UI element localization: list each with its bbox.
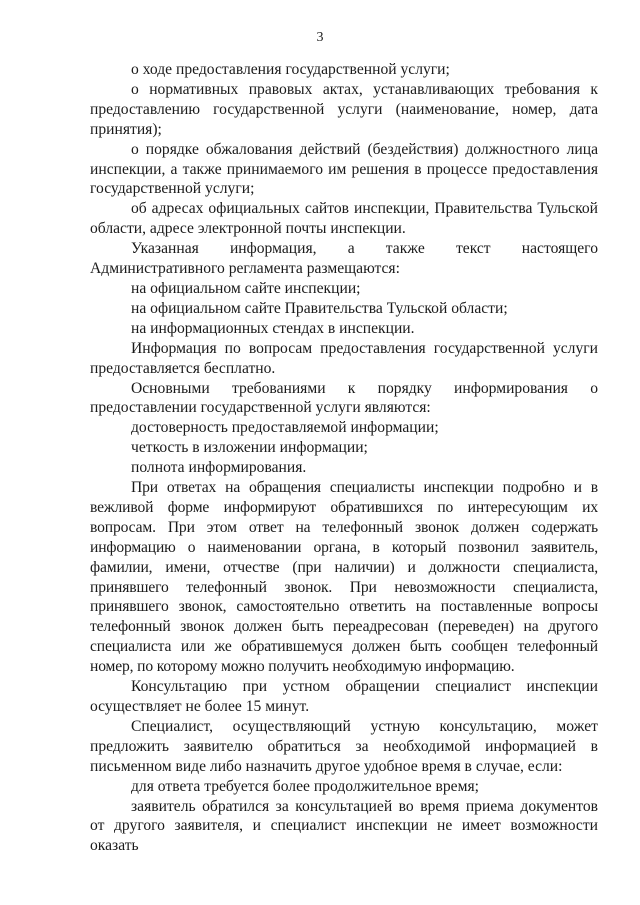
paragraph: Указанная информация, а также текст настоящего Административного регламента размещаются:	[90, 240, 598, 278]
document-body	[90, 60, 598, 856]
paragraph: Консультацию при устном обращении специалист инспекции осуществляет не более 15 минут.	[90, 678, 598, 715]
paragraph: о нормативных правовых актах, устанавливающих требования к предоставлению государственной услуги (наименование, номер, дата принятия);	[90, 80, 598, 138]
paragraph: о порядке обжалования действий (бездействия) должностного лица инспекции, а также принимаемого им решения в процессе предоставления государственной услуги;	[90, 140, 598, 198]
list-item: полнота информирования.	[131, 459, 307, 477]
paragraph: заявитель обратился за консультацией во время приема документов от другого заявителя, и специалист инспекции не имеет возможности оказать	[90, 797, 598, 855]
list-item: четкость в изложении информации;	[131, 439, 368, 457]
paragraph: При ответах на обращения специалисты инспекции подробно и в вежливой форме информируют обратившихся по интересующим их вопросам. При этом ответ на телефонный звонок должен содержать информацию о наименовании органа, в который позвонил заявитель, фамилии, имени, отчестве (при наличии) и должности специалиста, принявшего телефонный звонок. При невозможности специалиста, принявшего звонок, самостоятельно ответить на поставленные вопросы телефонный звонок должен быть переадресован (переведен) на другого специалиста или же обратившемуся должен быть сообщен телефонный номер, по которому можно получить необходимую информацию.	[90, 479, 598, 676]
list-item: на информационных стендах в инспекции.	[131, 319, 415, 337]
paragraph: о ходе предоставления государственной услуги;	[131, 61, 450, 78]
paragraph: Специалист, осуществляющий устную консультацию, может предложить заявителю обратиться за необходимой информацией в письменном виде либо назначить другое удобное время в случае, если:	[90, 717, 598, 775]
page-number: 3	[316, 30, 324, 45]
paragraph: Основными требованиями к порядку информирования о предоставлении государственной услуги являются:	[90, 379, 598, 417]
list-item: для ответа требуется более продолжительное время;	[131, 777, 479, 795]
list-item: на официальном сайте Правительства Тульской области;	[131, 299, 508, 317]
list-item: на официальном сайте инспекции;	[131, 279, 361, 297]
list-item: достоверность предоставляемой информации;	[131, 419, 439, 437]
paragraph: Информация по вопросам предоставления государственной услуги предоставляется бесплатно.	[90, 339, 598, 377]
paragraph: об адресах официальных сайтов инспекции, Правительства Тульской области, адресе электронной почты инспекции.	[90, 200, 598, 238]
